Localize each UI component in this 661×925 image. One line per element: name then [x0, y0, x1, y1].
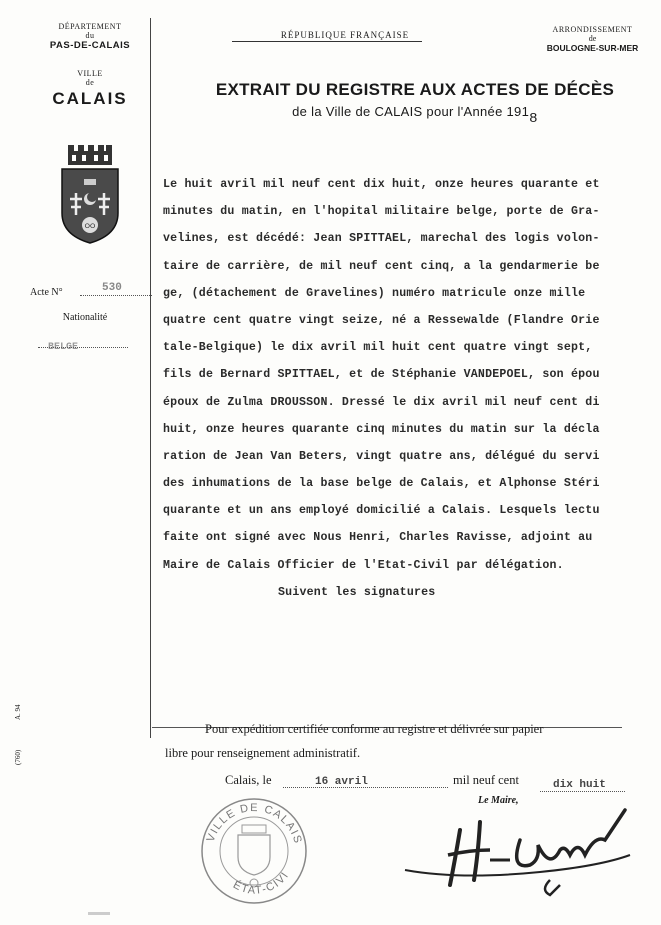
republic-header — [230, 30, 460, 40]
year-label: mil neuf cent — [453, 773, 519, 787]
body-line: des inhumations de la base belge de Calais, et Alphonse Stéri — [163, 477, 600, 491]
body-line: faite ont signé avec Nous Henri, Charles Ravisse, adjoint au — [163, 531, 593, 545]
ville-name: CALAIS — [52, 89, 128, 108]
side-code-1: (760) — [14, 749, 22, 765]
body-line: quarante et un ans employé domicilié a Calais. Lesquels lectu — [163, 504, 600, 518]
document-title: EXTRAIT DU REGISTRE AUX ACTES DE DÉCÈS — [215, 80, 615, 99]
body-line: velines, est décédé: Jean SPITTAEL, marechal des logis volon- — [163, 232, 600, 246]
nationalite-value: BELGE — [48, 342, 79, 353]
year-value: dix huit — [553, 779, 606, 791]
document-subtitle: de la Ville de CALAIS pour l'Année 191 — [292, 104, 530, 119]
body-line: Le huit avril mil neuf cent dix huit, onze heures quarante et — [163, 178, 600, 191]
ville-label: VILLE — [77, 69, 103, 78]
svg-text:ⵔⵔ: ⵔⵔ — [84, 224, 96, 230]
nationalite-label: Nationalité — [62, 312, 108, 323]
year-digit: 8 — [529, 111, 538, 127]
signatures-line: Suivent les signatures — [278, 586, 436, 599]
date-rule — [283, 787, 448, 788]
republic-rule — [232, 41, 422, 42]
mayor-signature — [400, 800, 635, 905]
margin-divider — [150, 18, 151, 738]
acte-block — [30, 282, 145, 300]
maire-label: Le Maire, — [478, 795, 519, 806]
departement-name: PAS-DE-CALAIS — [49, 40, 131, 51]
body-line: huit, onze heures quarante cinq minutes du matin sur la décla — [163, 422, 600, 436]
coat-of-arms-icon — [56, 143, 124, 248]
acte-number: 530 — [102, 282, 122, 294]
left-header — [20, 22, 160, 109]
nationalite-block — [30, 307, 140, 325]
body-line: époux de Zulma DROUSSON. Dressé le dix avril mil neuf cent di — [163, 395, 600, 409]
svg-text:VILLE DE CALAIS — [205, 802, 304, 846]
seal-top-text: VILLE DE CALAIS — [204, 801, 305, 846]
certification-line-1: Pour expédition certifiée conforme au registre et délivrée sur papier — [205, 722, 544, 736]
body-line: fils de Bernard SPITTAEL, et de Stéphanie VANDEPOEL, son épou — [163, 368, 600, 382]
body-line: Maire de Calais Officier de l'Etat-Civil par délégation. — [163, 558, 564, 572]
body-line: taire de carrière, de mil neuf cent cinq, a la gendarmerie be — [163, 259, 600, 273]
seal-bottom-text: ÉTAT-CIVI — [231, 869, 292, 897]
body-line: ration de Jean Van Beters, vingt quatre ans, délégué du servi — [163, 449, 600, 463]
certification-line-2: libre pour renseignement administratif. — [165, 746, 361, 760]
seal-text — [198, 795, 310, 907]
death-record-body — [163, 178, 658, 586]
right-header — [530, 25, 655, 53]
arrondissement-de: de — [588, 34, 597, 43]
acte-label: Acte N° — [30, 287, 63, 298]
arrondissement-label: ARRONDISSEMENT — [552, 25, 633, 34]
body-line: minutes du matin, en l'hopital militaire belge, porte de Gra- — [163, 205, 600, 219]
nationalite-value-block — [48, 336, 128, 354]
republic-label: RÉPUBLIQUE FRANÇAISE — [280, 30, 410, 40]
ville-de: de — [85, 78, 95, 87]
side-code-2: A. 94 — [14, 704, 22, 720]
body-line: ge, (détachement de Gravelines) numéro matricule onze mille — [163, 286, 586, 300]
place-label: Calais, le — [225, 773, 272, 787]
bottom-mark — [88, 912, 110, 915]
body-line: quatre cent quatre vingt seize, né a Ressewalde (Flandre Orie — [163, 313, 600, 327]
departement-label: DÉPARTEMENT — [58, 22, 122, 31]
departement-du: du — [85, 31, 95, 40]
body-line: tale-Belgique) le dix avril mil huit cent quatre vingt sept, — [163, 341, 593, 355]
date-value: 16 avril — [315, 776, 368, 788]
arrondissement-name: BOULOGNE-SUR-MER — [546, 43, 639, 53]
document-title-block — [200, 80, 630, 127]
year-rule — [540, 791, 625, 792]
